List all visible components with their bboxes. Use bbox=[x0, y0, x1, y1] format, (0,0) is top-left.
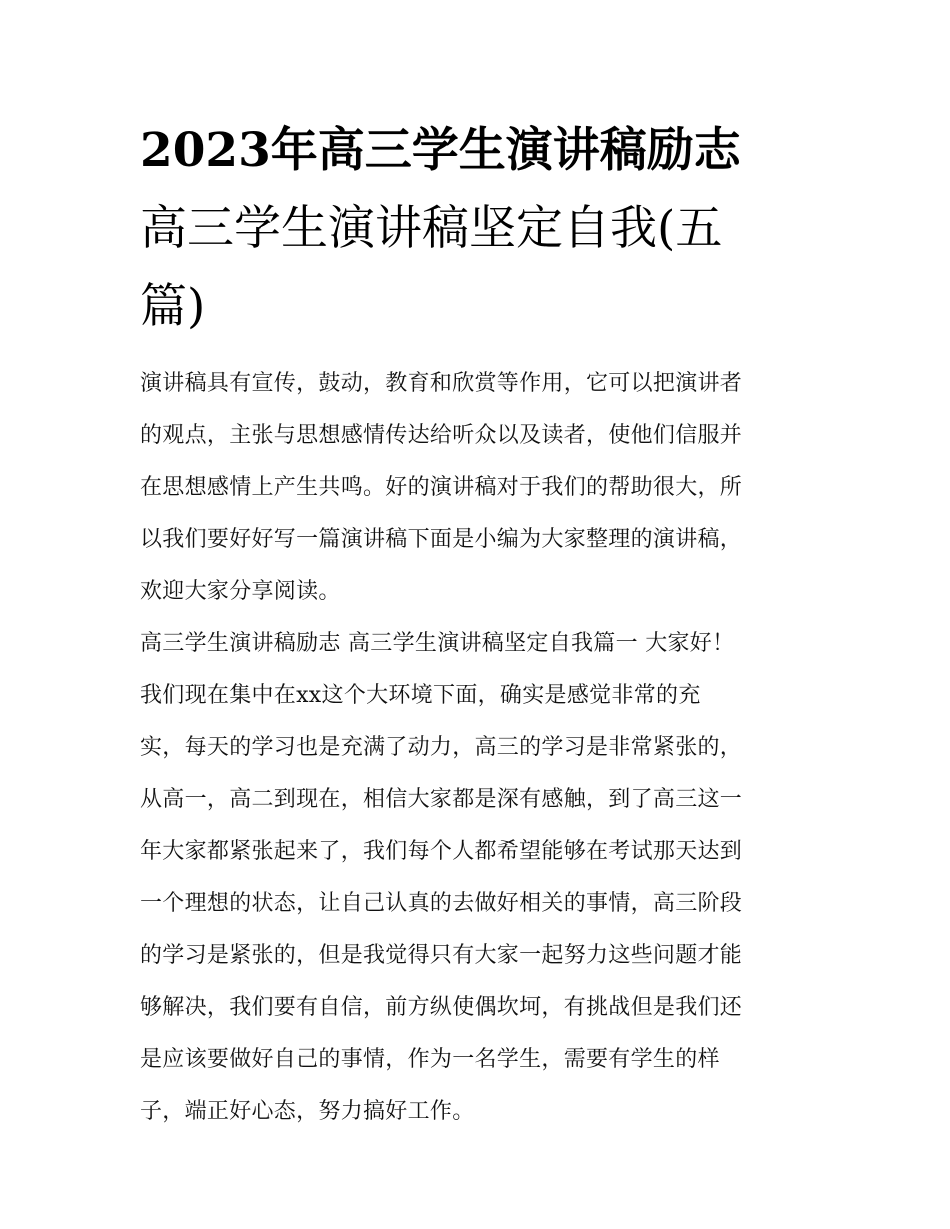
intro-line: 在思想感情上产生共鸣。好的演讲稿对于我们的帮助很大，所 bbox=[140, 475, 743, 500]
body-line: 实，每天的学习也是充满了动力，高三的学习是非常紧张的， bbox=[140, 735, 743, 760]
title-line-1: 2023年高三学生演讲稿励志 bbox=[140, 123, 741, 178]
document-title bbox=[140, 112, 815, 346]
intro-paragraph bbox=[140, 358, 815, 618]
title-line-2: 高三学生演讲稿坚定自我(五 bbox=[140, 201, 723, 256]
body-line: 是应该要做好自己的事情，作为一名学生，需要有学生的样 bbox=[140, 1047, 720, 1072]
body-line: 高三学生演讲稿励志 高三学生演讲稿坚定自我篇一 大家好！ bbox=[140, 631, 735, 656]
speech-body bbox=[140, 618, 815, 1138]
document-page bbox=[140, 112, 815, 1138]
body-line: 的学习是紧张的，但是我觉得只有大家一起努力这些问题才能 bbox=[140, 943, 743, 968]
body-line: 子，端正好心态，努力搞好工作。 bbox=[140, 1099, 475, 1124]
intro-line: 演讲稿具有宣传，鼓动，教育和欣赏等作用，它可以把演讲者 bbox=[140, 371, 743, 396]
intro-line: 欢迎大家分享阅读。 bbox=[140, 579, 341, 604]
title-line-3: 篇) bbox=[140, 279, 206, 334]
body-line: 够解决，我们要有自信，前方纵使偶坎坷，有挑战但是我们还 bbox=[140, 995, 743, 1020]
body-line: 年大家都紧张起来了，我们每个人都希望能够在考试那天达到 bbox=[140, 839, 743, 864]
intro-line: 的观点，主张与思想感情传达给听众以及读者，使他们信服并 bbox=[140, 423, 743, 448]
body-line: 我们现在集中在xx这个大环境下面，确实是感觉非常的充 bbox=[140, 683, 701, 708]
body-line: 一个理想的状态，让自己认真的去做好相关的事情，高三阶段 bbox=[140, 891, 743, 916]
intro-line: 以我们要好好写一篇演讲稿下面是小编为大家整理的演讲稿， bbox=[140, 527, 743, 552]
body-line: 从高一，高二到现在，相信大家都是深有感触，到了高三这一 bbox=[140, 787, 743, 812]
